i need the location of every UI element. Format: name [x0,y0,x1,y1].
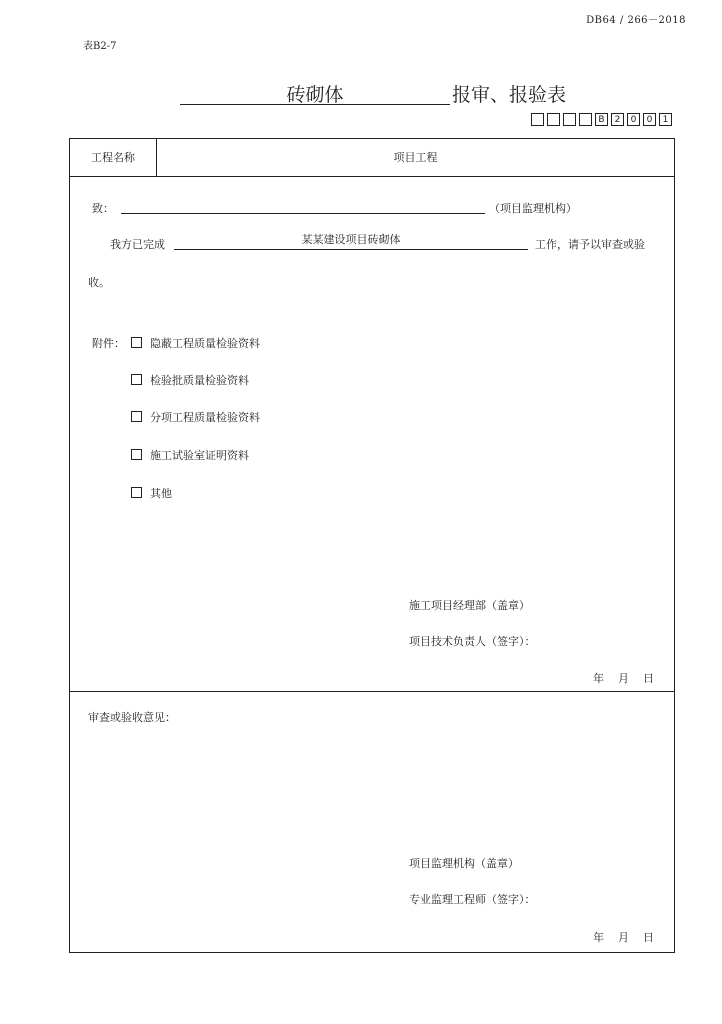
completed-work-field [174,235,528,250]
code-box [547,113,560,126]
completed-wrap: 收。 [88,276,110,289]
contractor-signer-label: 项目技术负责人（签字）： [409,635,536,648]
form-code-boxes [531,113,672,126]
supervisor-signer-label: 专业监理工程师（签字）： [409,893,536,906]
project-name-value: 项目工程 [393,151,438,164]
standard-number: DB64 / 266－2018 [586,15,686,26]
checkbox[interactable] [131,449,142,460]
title-blank-field [180,80,450,105]
code-box: 1 [659,113,672,126]
contractor-date-label: 年 月 日 [593,672,654,685]
code-box: 0 [643,113,656,126]
attachment-item[interactable] [131,335,260,351]
supervisor-seal-label: 项目监理机构（盖章） [409,857,519,870]
attachment-item[interactable] [131,409,260,425]
form-number: 表B2-7 [83,41,117,52]
attachment-label: 检验批质量检验资料 [150,374,249,387]
code-box [579,113,592,126]
code-box [531,113,544,126]
to-label: 致： [92,202,114,215]
checkbox[interactable] [131,374,142,385]
checkbox[interactable] [131,411,142,422]
attachment-item[interactable] [131,447,249,463]
to-suffix: （项目监理机构） [489,202,577,215]
contractor-seal-label: 施工项目经理部（盖章） [409,599,530,612]
code-box [563,113,576,126]
supervisor-date-label: 年 月 日 [593,931,654,944]
completed-work-value: 某某建设项目砖砌体 [301,233,401,246]
checkbox[interactable] [131,487,142,498]
form-table [69,138,675,953]
attachment-item[interactable] [131,485,172,501]
attachment-label: 其他 [150,487,172,500]
completed-suffix: 工作，请予以审查或验 [535,238,645,251]
project-name-row [70,139,674,177]
title-suffix: 报审、报验表 [452,84,567,106]
code-box: 0 [627,113,640,126]
attachment-label: 隐蔽工程质量检验资料 [150,337,260,350]
code-box: B [595,113,608,126]
page-title [180,80,582,106]
to-recipient-field [121,199,485,214]
review-opinion-label: 审查或验收意见： [88,711,176,724]
attachments-label: 附件： [92,337,125,350]
attachment-item[interactable] [131,372,249,388]
attachment-label: 施工试验室证明资料 [150,449,249,462]
code-box: 2 [611,113,624,126]
completed-prefix: 我方已完成 [110,238,165,251]
project-name-label: 工程名称 [70,139,157,176]
checkbox[interactable] [131,337,142,348]
attachment-label: 分项工程质量检验资料 [150,411,260,424]
section-divider [70,691,674,692]
title-blank-value: 砖砌体 [286,84,344,106]
